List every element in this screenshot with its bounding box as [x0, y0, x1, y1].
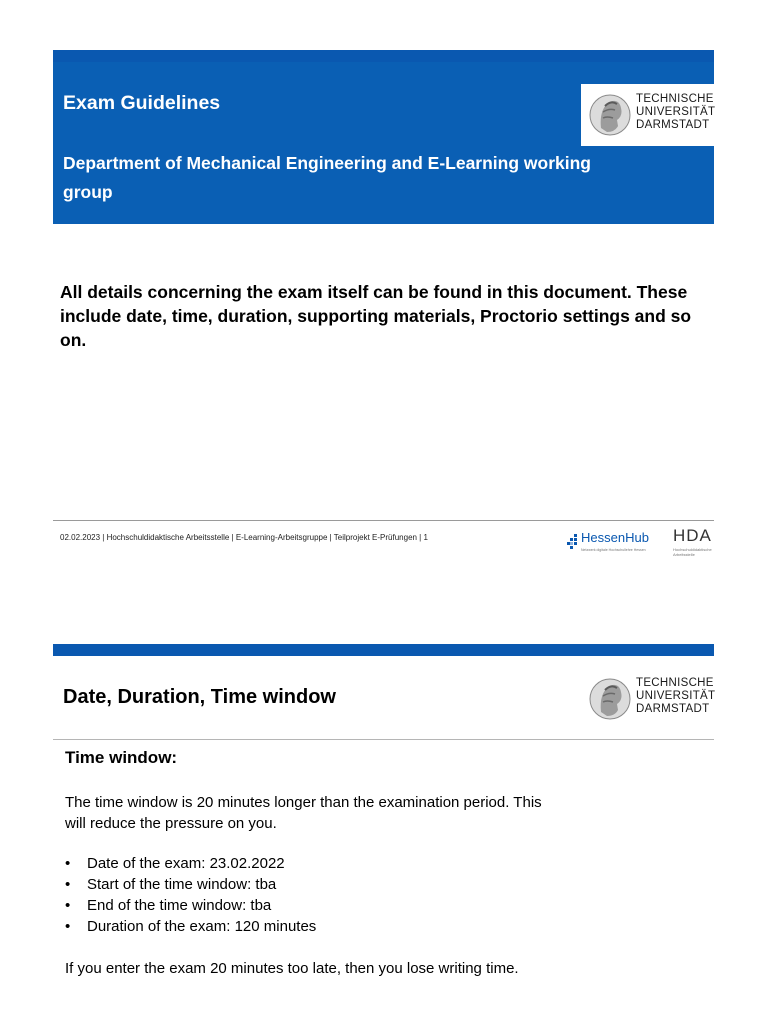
- list-item: • End of the time window: tba: [65, 895, 316, 916]
- paragraph: The time window is 20 minutes longer than the examination period. This will reduce the pressure on you.: [65, 794, 542, 832]
- slide-heading: Date, Duration, Time window: [63, 686, 336, 708]
- title-banner: [53, 62, 714, 224]
- slide-title: [53, 50, 714, 570]
- hda-tagline: Hochschuldidaktische Arbeitsstelle: [673, 547, 712, 557]
- athena-head-icon: [587, 672, 633, 726]
- heading-divider: [53, 739, 714, 740]
- logo-wordmark: TECHNISCHE UNIVERSITÄT DARMSTADT: [636, 677, 716, 715]
- top-accent-bar: [53, 644, 714, 656]
- paragraph: If you enter the exam 20 minutes too late, then you lose writing time.: [65, 960, 519, 977]
- hessenhub-name: HessenHub: [581, 530, 649, 545]
- tu-darmstadt-logo: [581, 668, 717, 730]
- athena-head-icon: [587, 88, 633, 142]
- tu-darmstadt-logo: [581, 84, 717, 146]
- hessenhub-tagline: Netzwerk digitale Hochschullehre Hessen: [581, 548, 646, 552]
- list-item: • Duration of the exam: 120 minutes: [65, 916, 316, 937]
- hda-logo: [669, 526, 717, 560]
- footer-divider: [53, 520, 714, 521]
- subheading: Time window:: [65, 748, 178, 767]
- hessenhub-logo-icon: [567, 534, 579, 550]
- logo-wordmark: TECHNISCHE UNIVERSITÄT DARMSTADT: [636, 93, 716, 131]
- list-item: • Date of the exam: 23.02.2022: [65, 853, 316, 874]
- intro-text: All details concerning the exam itself can be found in this document. These include date, time, duration, supporting materials, Proctorio settings and so on.: [60, 282, 692, 350]
- top-accent-bar: [53, 50, 714, 62]
- hessenhub-logo: [567, 528, 667, 558]
- slide-subtitle: Department of Mechanical Engineering and E-Learning working group: [63, 153, 591, 202]
- list-item: • Start of the time window: tba: [65, 874, 316, 895]
- footer-text: 02.02.2023 | Hochschuldidaktische Arbeitsstelle | E-Learning-Arbeitsgruppe | Teilprojekt E-Prüfungen | 1: [60, 533, 428, 542]
- details-list: [65, 853, 316, 937]
- hda-name: HDA: [673, 526, 712, 545]
- slide-title-heading: Exam Guidelines: [63, 92, 221, 114]
- slide-date-duration: [53, 644, 714, 1024]
